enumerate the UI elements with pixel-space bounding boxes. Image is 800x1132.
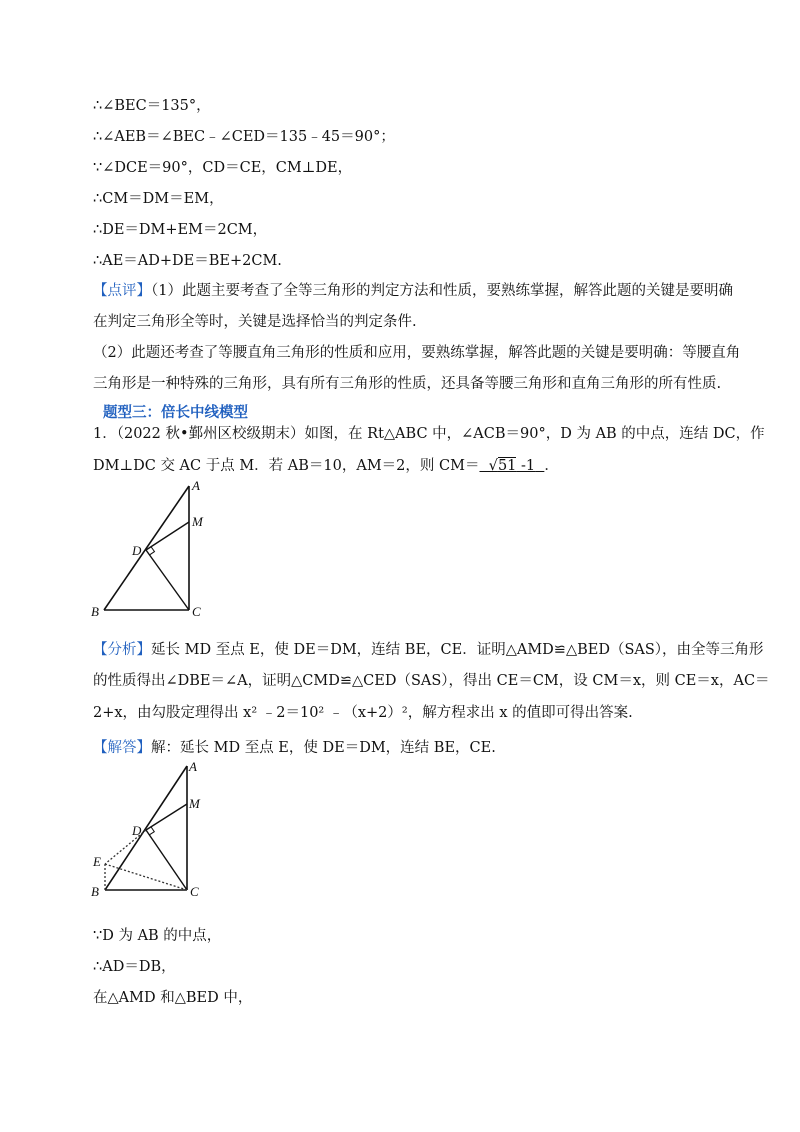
solution-text: 解：延长 MD 至点 E，使 DE＝DM，连结 BE，CE.	[151, 740, 496, 756]
proof-line: 在△AMD 和△BED 中，	[93, 990, 253, 1006]
proof-line: ∵D 为 AB 的中点，	[93, 928, 222, 944]
comment-line-2: 在判定三角形全等时，关键是选择恰当的判定条件.	[93, 314, 417, 330]
label-D: D	[132, 823, 142, 838]
triangle-figure-1	[80, 478, 220, 620]
solution-tag: 【解答】	[93, 740, 151, 756]
label-B: B	[91, 604, 99, 619]
answer-tail: -1	[521, 458, 536, 474]
analysis-line-1	[93, 640, 764, 660]
comment-line-1	[93, 281, 733, 301]
label-C: C	[192, 604, 201, 619]
analysis-line-2: 的性质得出∠DBE＝∠A，证明△CMD≌△CED（SAS），得出 CE＝CM，设 CM＝x，则 CE＝x，AC＝	[93, 673, 770, 689]
solution-line-1	[93, 738, 496, 758]
problem-text-end: ．	[544, 458, 559, 474]
problem-number: 1．	[93, 426, 117, 442]
proof-line: ∴∠BEC＝135°，	[93, 98, 211, 114]
label-M: M	[189, 796, 200, 811]
section-heading: 题型三：倍长中线模型	[103, 405, 248, 421]
label-A: A	[192, 478, 200, 493]
segment-DM	[146, 522, 189, 550]
label-B: B	[91, 884, 99, 899]
problem-text: DM⊥DC 交 AC 于点 M．若 AB＝10，AM＝2，则 CM＝	[93, 458, 480, 474]
label-A: A	[189, 759, 197, 774]
comment-line-4: 三角形是一种特殊的三角形，具有所有三角形的性质，还具备等腰三角形和直角三角形的所有性质.	[93, 376, 722, 392]
problem-line-1	[93, 424, 765, 444]
proof-line: ∵∠DCE＝90°，CD＝CE，CM⊥DE，	[93, 160, 353, 176]
answer-radicand: 51	[497, 458, 517, 474]
proof-line: ∴CM＝DM＝EM，	[93, 191, 224, 207]
problem-line-2	[93, 456, 559, 476]
comment-line-3: （2）此题还考查了等腰直角三角形的性质和应用，要熟练掌握，解答此题的关键是要明确：等腰直角	[93, 345, 741, 361]
segment-DC	[146, 550, 189, 610]
triangle-figure-2	[80, 758, 220, 900]
analysis-text: 延长 MD 至点 E，使 DE＝DM，连结 BE，CE．证明△AMD≌△BED（SAS），由全等三角形	[151, 642, 764, 658]
analysis-line-3: 2+x，由勾股定理得出 x² ﹣2＝10² ﹣（x+2）²，解方程求出 x 的值即可得出答案.	[93, 705, 633, 721]
proof-line: ∴DE＝DM+EM＝2CM，	[93, 222, 268, 238]
segment-DC	[146, 830, 187, 890]
segment-EC-dotted	[105, 864, 187, 890]
label-C: C	[190, 884, 199, 899]
proof-line: ∴∠AEB＝∠BEC﹣∠CED＝135﹣45＝90°；	[93, 129, 395, 145]
analysis-tag: 【分析】	[93, 642, 151, 658]
answer-blank: √51 -1	[479, 458, 536, 474]
proof-line: ∴AE＝AD+DE＝BE+2CM.	[93, 253, 282, 269]
problem-text: （2022 秋•鄞州区校级期末）如图，在 Rt△ABC 中，∠ACB＝90°，D 为 AB 的中点，连结 DC，作	[116, 426, 765, 442]
label-E: E	[93, 854, 101, 869]
proof-line: ∴AD＝DB，	[93, 959, 176, 975]
comment-text: （1）此题主要考查了全等三角形的判定方法和性质，要熟练掌握，解答此题的关键是要明确	[151, 283, 733, 299]
comment-tag: 【点评】	[93, 283, 151, 299]
label-M: M	[192, 514, 203, 529]
segment-DM	[146, 804, 187, 830]
label-D: D	[132, 543, 142, 558]
